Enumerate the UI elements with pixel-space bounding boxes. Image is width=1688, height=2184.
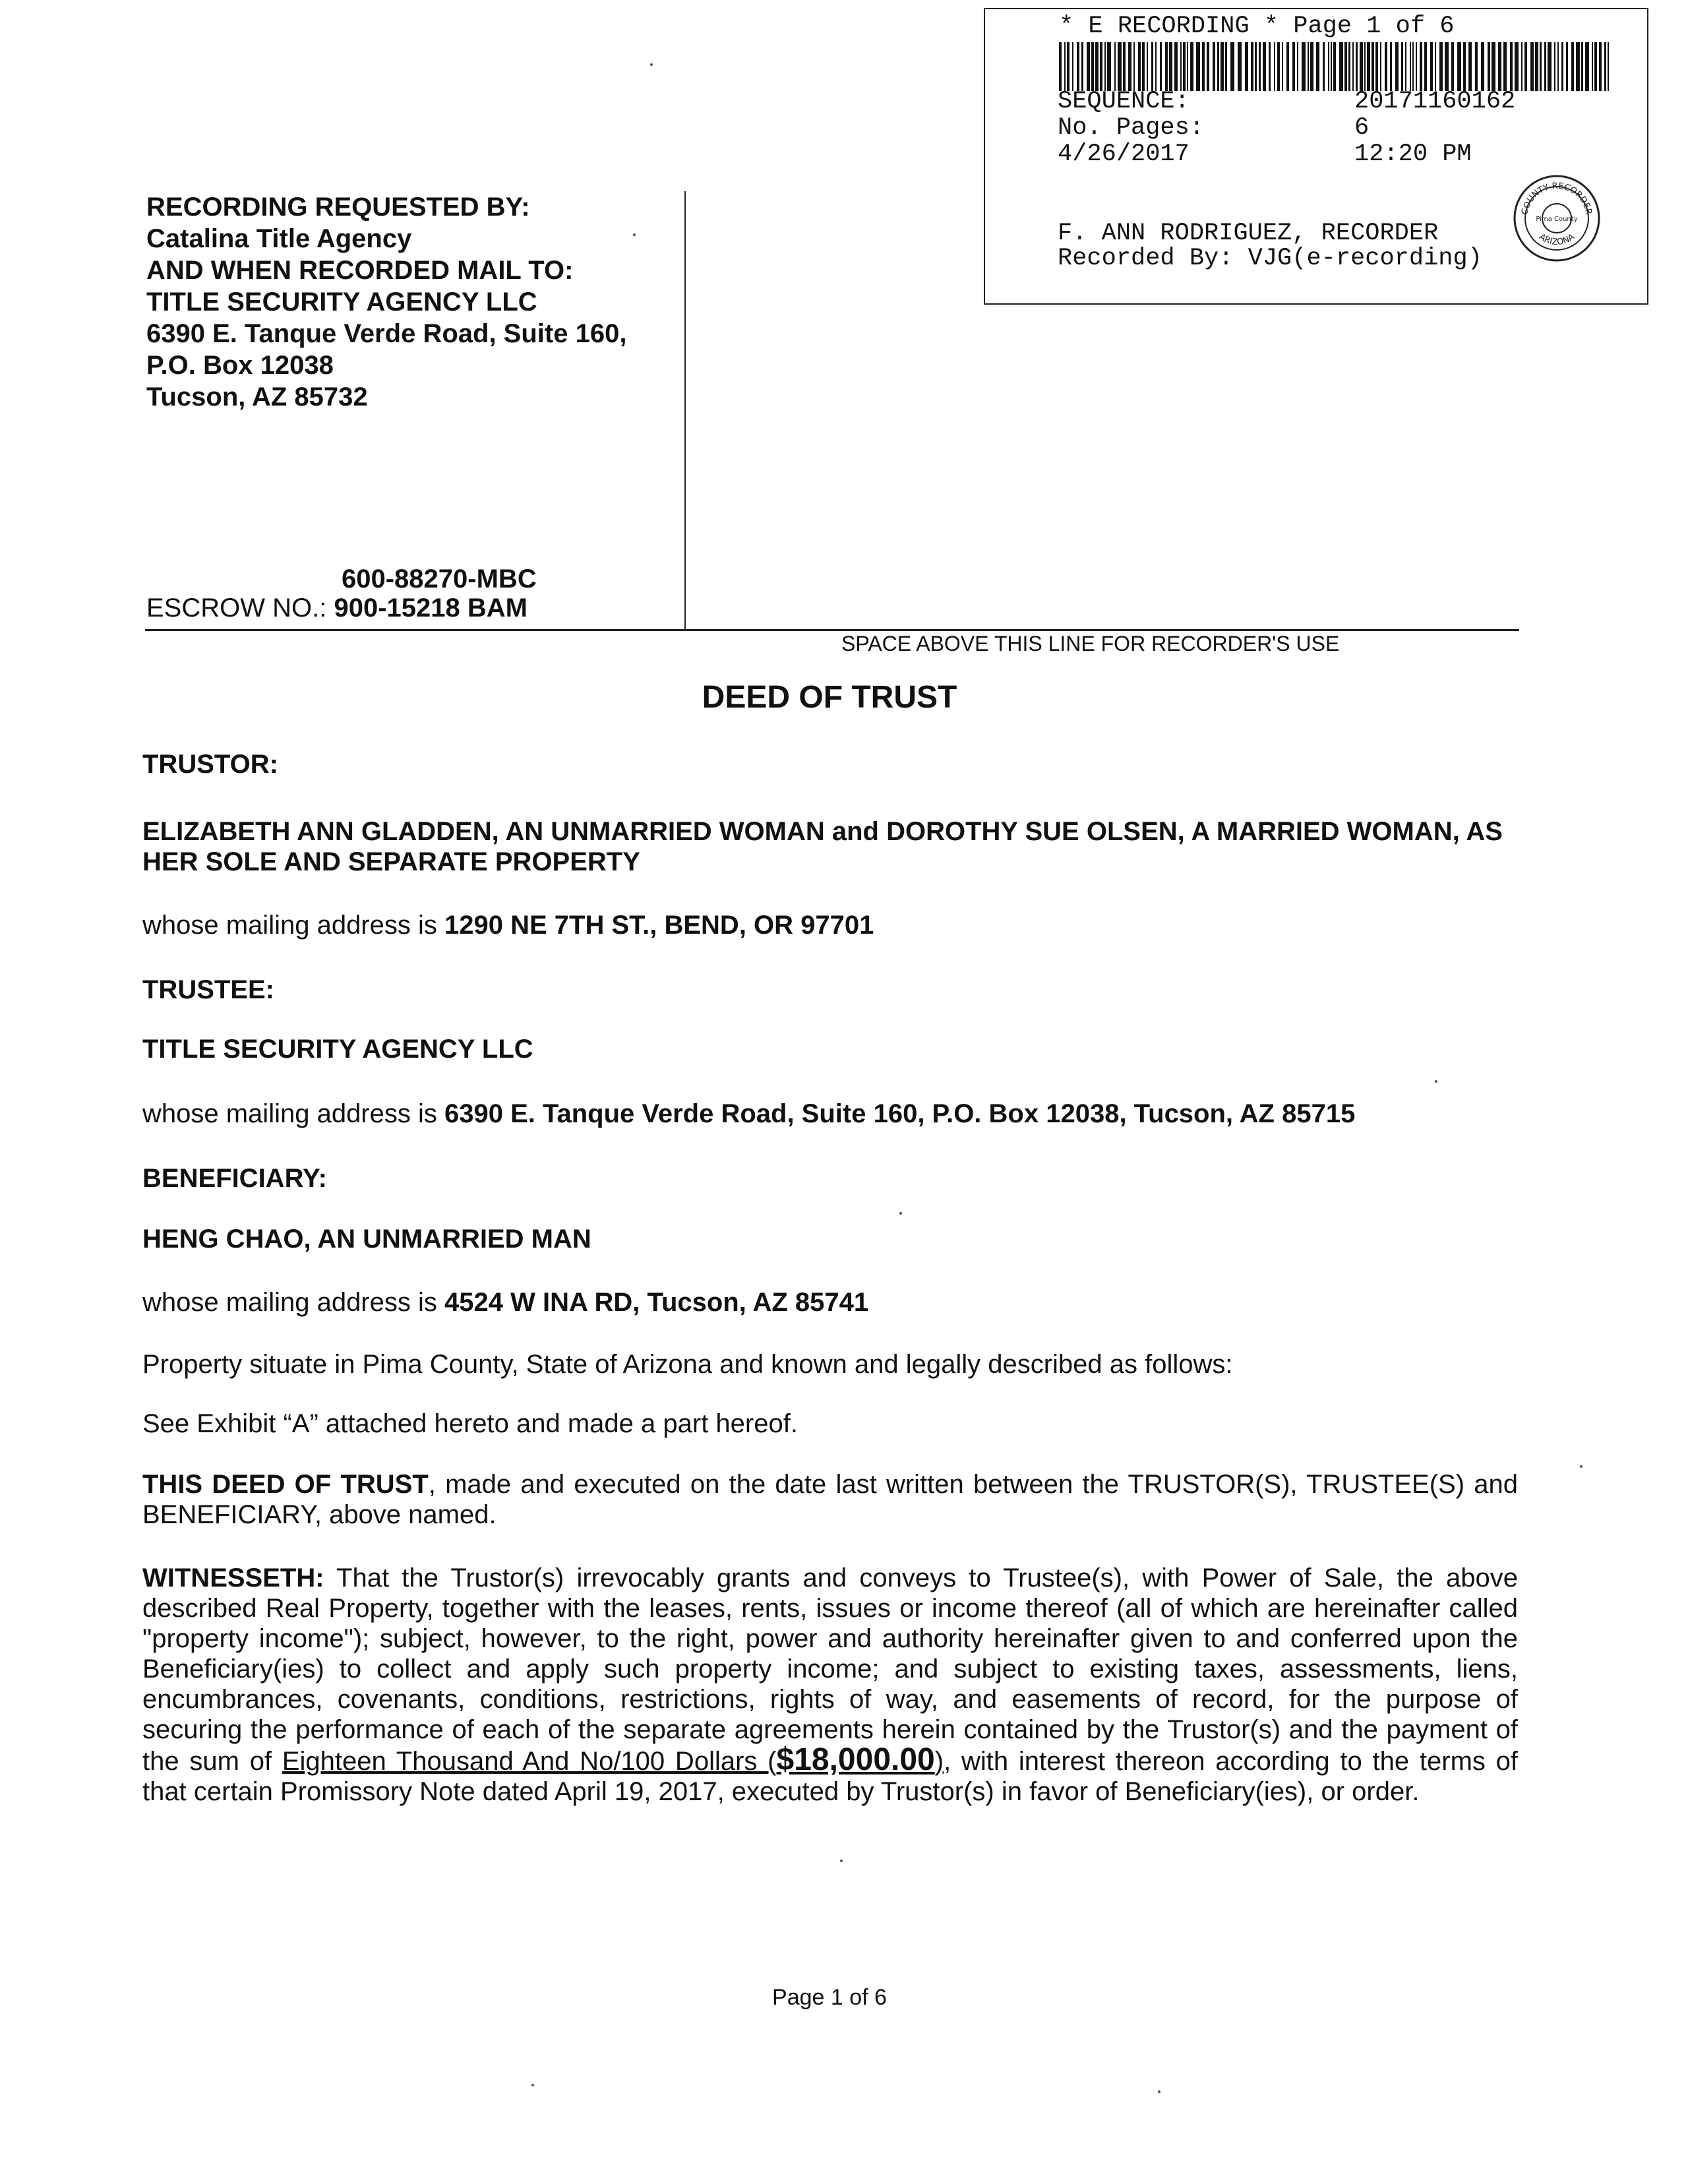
recorder-line <box>145 629 1519 631</box>
escrow-number-row <box>146 593 528 623</box>
deed-lead: THIS DEED OF TRUST <box>142 1470 429 1499</box>
scan-speck <box>1580 1465 1582 1468</box>
mail-to-pobox: P.O. Box 12038 <box>146 351 334 380</box>
scan-speck <box>899 1212 902 1215</box>
beneficiary-name: HENG CHAO, AN UNMARRIED MAN <box>142 1225 591 1254</box>
beneficiary-address-line <box>142 1287 1518 1318</box>
pages-value: 6 <box>1354 114 1370 142</box>
witnesseth-tail: , with interest thereon according to the terms of that certain Promissory Note dated April 19, 2017, executed by Trustor(s) in favor of Beneficiary(ies), or order. <box>142 1747 1519 1806</box>
escrow-label: ESCROW NO.: <box>146 593 327 622</box>
trustor-address: 1290 NE 7TH ST., BEND, OR 97701 <box>444 911 874 940</box>
page-number: Page 1 of 6 <box>772 1985 887 2010</box>
seal-text-bottom: ARIZONA <box>1537 231 1577 248</box>
recorder-stamp-box <box>984 8 1648 305</box>
recorder-use-note: SPACE ABOVE THIS LINE FOR RECORDER'S USE <box>841 632 1340 655</box>
trustee-address: 6390 E. Tanque Verde Road, Suite 160, P.O. Box 12038, Tucson, AZ 85715 <box>444 1099 1356 1128</box>
beneficiary-address-prefix: whose mailing address is <box>142 1288 444 1317</box>
barcode <box>1059 42 1613 91</box>
scan-speck <box>840 1860 843 1862</box>
scan-speck <box>650 63 653 66</box>
property-description: Property situate in Pima County, State of Arizona and known and legally described as follows: <box>142 1350 1233 1379</box>
recorder-name: F. ANN RODRIGUEZ, RECORDER <box>1058 220 1439 247</box>
deed-rest: , made and executed on the date last written between the TRUSTOR(S), TRUSTEE(S) and BENEFICIARY, above named. <box>142 1470 1518 1529</box>
vertical-divider <box>684 191 686 629</box>
mail-to-name: TITLE SECURITY AGENCY LLC <box>146 288 537 317</box>
trustor-address-prefix: whose mailing address is <box>142 911 444 940</box>
recording-date: 4/26/2017 <box>1058 140 1190 168</box>
amount-close: ) <box>934 1747 944 1776</box>
sequence-value: 20171160162 <box>1354 88 1516 115</box>
mail-to-heading: AND WHEN RECORDED MAIL TO: <box>146 256 574 285</box>
witnesseth-body: That the Trustor(s) irrevocably grants and conveys to Trustee(s), with Power of Sale, the above described Real Property, together with the leases, rents, issues or income thereof (all of which are hereinafter called "property income"); subject, however, to the right, power and authority hereinafter given to and conferred upon the Beneficiary(ies) to collect and apply such property income; and subject to existing taxes, assessments, liens, encumbrances, covenants, conditions, restrictions, rights of way, and easements of record, for the purpose of securing the performance of each of the separate agreements herein contained by the Trustor(s) and the payment of the sum of <box>142 1563 1518 1776</box>
recorded-by: Recorded By: VJG(e-recording) <box>1058 245 1482 272</box>
mail-to-street: 6390 E. Tanque Verde Road, Suite 160, <box>146 319 627 348</box>
trustee-address-line <box>142 1099 1518 1129</box>
beneficiary-address: 4524 W INA RD, Tucson, AZ 85741 <box>444 1288 869 1317</box>
trustor-address-line <box>142 910 1518 940</box>
exhibit-reference: See Exhibit “A” attached hereto and made a part hereof. <box>142 1409 798 1438</box>
sequence-label: SEQUENCE: <box>1058 88 1190 115</box>
document-title: DEED OF TRUST <box>702 680 957 715</box>
trustor-name: ELIZABETH ANN GLADDEN, AN UNMARRIED WOMAN and DOROTHY SUE OLSEN, A MARRIED WOMAN, AS HER SOLE AND SEPARATE PROPERTY <box>142 817 1503 876</box>
witnesseth-paragraph <box>142 1563 1518 1807</box>
requested-by-heading: RECORDING REQUESTED BY: <box>146 193 530 222</box>
witnesseth-lead: WITNESSETH: <box>142 1563 324 1592</box>
recording-header: * E RECORDING * Page 1 of 6 <box>1059 13 1455 40</box>
beneficiary-heading: BENEFICIARY: <box>142 1164 327 1193</box>
recording-time: 12:20 PM <box>1354 140 1472 168</box>
requested-by-agency: Catalina Title Agency <box>146 224 412 253</box>
file-number: 600-88270-MBC <box>342 564 537 593</box>
amount-figure: $18,000.00 <box>776 1742 935 1777</box>
escrow-value: 900-15218 BAM <box>334 593 528 622</box>
scan-speck <box>1158 2090 1160 2093</box>
amount-words: Eighteen Thousand And No/100 Dollars ( <box>282 1747 777 1776</box>
scan-speck <box>633 233 636 236</box>
pages-label: No. Pages: <box>1058 114 1205 142</box>
county-recorder-seal <box>1513 174 1601 262</box>
deed-paragraph <box>142 1469 1518 1530</box>
trustee-heading: TRUSTEE: <box>142 975 274 1004</box>
scan-speck <box>531 2084 534 2086</box>
seal-text-top: COUNTY RECORDER <box>1520 181 1594 216</box>
trustee-address-prefix: whose mailing address is <box>142 1099 444 1128</box>
trustor-heading: TRUSTOR: <box>142 750 278 779</box>
scan-speck <box>1435 1080 1437 1083</box>
trustee-name: TITLE SECURITY AGENCY LLC <box>142 1035 533 1064</box>
seal-text-center: Pima County <box>1536 216 1578 223</box>
mail-to-city: Tucson, AZ 85732 <box>146 382 368 411</box>
